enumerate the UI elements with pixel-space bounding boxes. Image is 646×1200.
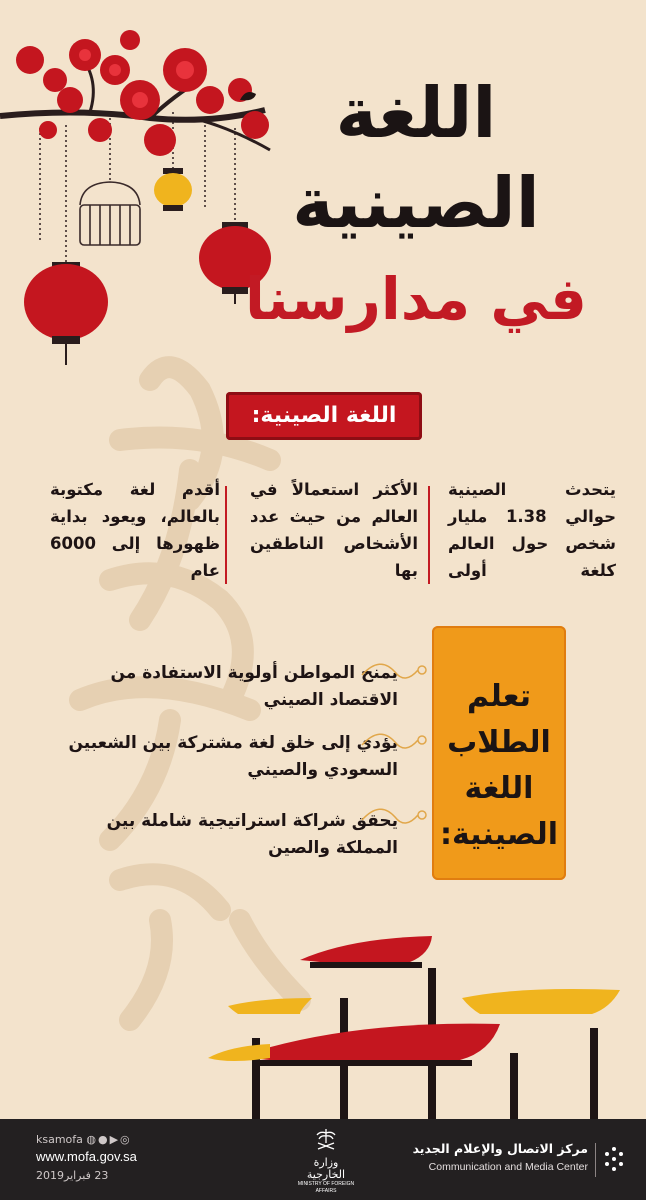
ministry-logo (296, 1127, 356, 1195)
ministry-name-en: MINISTRY OF FOREIGN AFFAIRS (297, 1181, 355, 1194)
footer (0, 1119, 646, 1200)
benefit-2: يؤدي إلى خلق لغة مشتركة بين الشعبين السعودي والصيني (68, 733, 398, 780)
title-line-2: الصينية (292, 162, 540, 244)
social-row (36, 1133, 132, 1146)
fact-1: يتحدث الصينية حوالي 1.38 مليار شخص حول العالم كلغة أولى (448, 480, 616, 580)
publish-date: 23 فبراير2019 (36, 1169, 109, 1182)
media-center-logo-icon (602, 1145, 626, 1173)
learning-card (432, 626, 566, 880)
fact-2: الأكثر استعمالاً في العالم من حيث عدد الأشخاص الناطقين بها (250, 480, 418, 580)
learning-card-text: تعلم الطلاب اللغة الصينية: (439, 679, 559, 852)
center-name-en: Communication and Media Center (428, 1161, 588, 1173)
social-handle: ksamofa (36, 1133, 83, 1146)
pagoda-illustration (200, 928, 646, 1120)
palm-emblem-icon (314, 1127, 338, 1153)
ministry-name-ar: وزارة الخارجية (306, 1156, 346, 1181)
section-label: اللغة الصينية: (226, 392, 422, 440)
center-name-ar: مركز الاتصال والإعلام الجديد (412, 1141, 588, 1156)
title-line-3: في مدارسنا (244, 265, 588, 333)
fact-divider-2 (225, 486, 227, 584)
title-line-1: اللغة (335, 72, 497, 154)
benefit-3: يحقق شراكة استراتيجية شاملة بين المملكة والصين (106, 811, 398, 858)
footer-separator (595, 1143, 596, 1177)
swirl-connectors (360, 650, 430, 850)
fact-3: أقدم لغة مكتوبة بالعالم، ويعود بداية ظهورها إلى 6000 عام (50, 480, 220, 580)
benefit-1: يمنح المواطن أولوية الاستفادة من الاقتصاد الصيني (110, 663, 398, 710)
fact-divider-1 (428, 486, 430, 584)
social-icons: ◎▶●◍ (86, 1133, 132, 1146)
website-link[interactable]: www.mofa.gov.sa (36, 1149, 137, 1164)
